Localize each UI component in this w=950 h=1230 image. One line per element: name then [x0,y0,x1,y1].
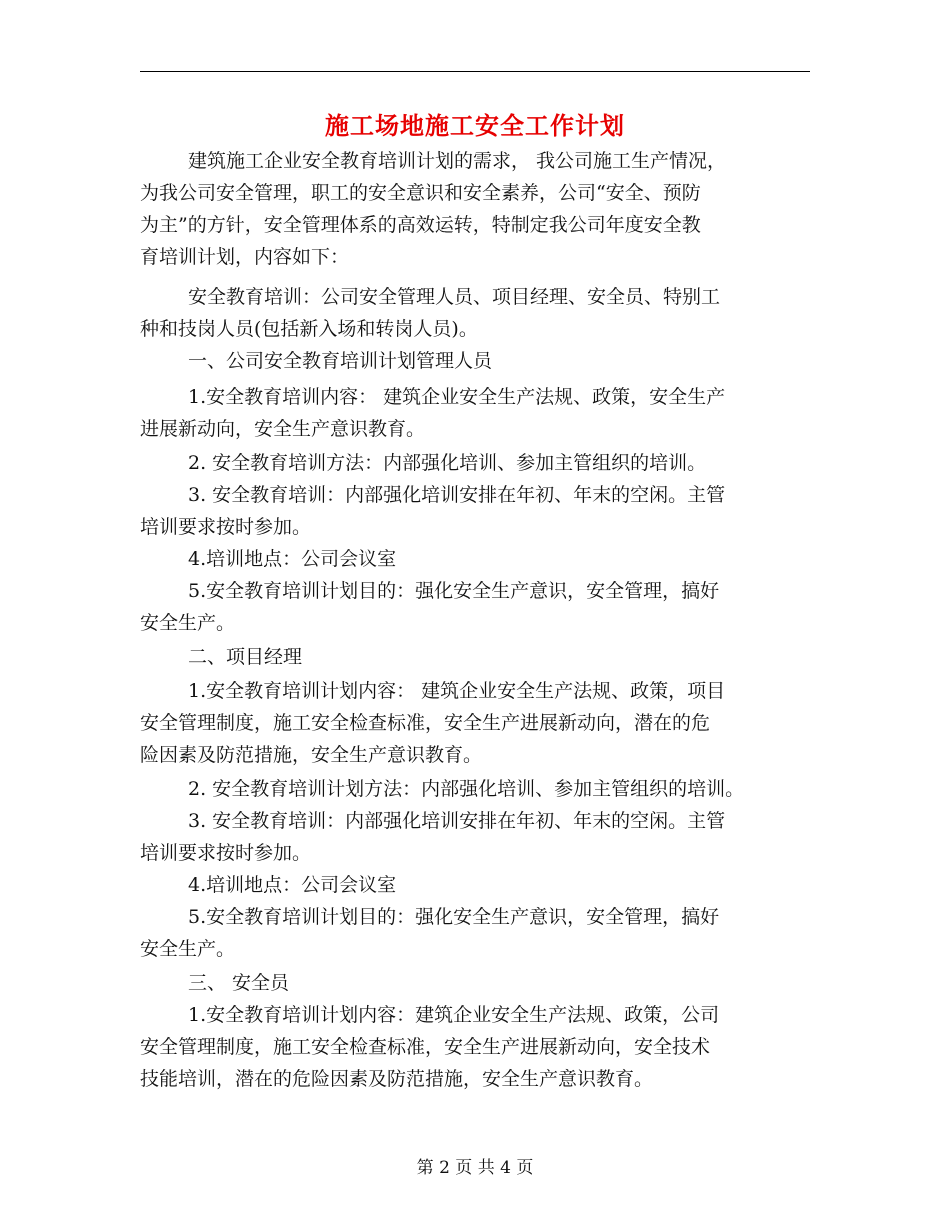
paragraph-line: 4.培训地点：公司会议室 [188,874,397,896]
paragraph-line: 安全生产。 [140,938,236,960]
page-number: 第 2 页 共 4 页 [416,1158,534,1178]
paragraph-line: 培训要求按时参加。 [140,516,312,538]
paragraph-line: 4.培训地点：公司会议室 [188,548,397,570]
paragraph-line: 三、 安全员 [188,972,290,994]
paragraph-line: 安全管理制度，施工安全检查标准，安全生产进展新动向，安全技术 [140,1036,711,1058]
paragraph-line: 培训要求按时参加。 [140,842,312,864]
header-rule [140,71,810,72]
paragraph-line: 2. 安全教育培训方法：内部强化培训、参加主管组织的培训。 [188,452,707,474]
paragraph-line: 5.安全教育培训计划目的：强化安全生产意识，安全管理，搞好 [188,906,720,928]
paragraph-line: 1.安全教育培训计划内容：建筑企业安全生产法规、政策，公司 [188,1004,720,1026]
paragraph-line: 一、公司安全教育培训计划管理人员 [188,350,493,372]
paragraph-line: 技能培训，潜在的危险因素及防范措施，安全生产意识教育。 [140,1068,654,1090]
paragraph-line: 5.安全教育培训计划目的：强化安全生产意识，安全管理，搞好 [188,580,720,602]
paragraph-line: 险因素及防范措施，安全生产意识教育。 [140,744,483,766]
paragraph-line: 二、项目经理 [188,646,303,668]
paragraph-line: 1.安全教育培训计划内容： 建筑企业安全生产法规、政策，项目 [188,680,726,702]
paragraph-line: 安全管理制度，施工安全检查标准，安全生产进展新动向，潜在的危 [140,712,711,734]
paragraph-line: 种和技岗人员(包括新入场和转岗人员)。 [140,318,478,340]
paragraph-line: 3. 安全教育培训：内部强化培训安排在年初、年末的空闲。主管 [188,810,726,832]
paragraph-line: 3. 安全教育培训：内部强化培训安排在年初、年末的空闲。主管 [188,484,726,506]
paragraph-line: 1.安全教育培训内容： 建筑企业安全生产法规、政策，安全生产 [188,386,726,408]
paragraph-line: 安全生产。 [140,612,236,634]
paragraph-line: 为主”的方针，安全管理体系的高效运转，特制定我公司年度安全教 [140,214,701,236]
paragraph-line: 为我公司安全管理，职工的安全意识和安全素养，公司“安全、预防 [140,182,701,204]
paragraph-line: 2. 安全教育培训计划方法：内部强化培训、参加主管组织的培训。 [188,778,745,800]
document-title: 施工场地施工安全工作计划 [325,111,625,140]
paragraph-line: 安全教育培训：公司安全管理人员、项目经理、安全员、特别工 [188,286,721,308]
paragraph-line: 育培训计划，内容如下： [140,246,350,268]
paragraph-line: 进展新动向，安全生产意识教育。 [140,418,426,440]
paragraph-line: 建筑施工企业安全教育培训计划的需求， 我公司施工生产情况， [188,150,727,172]
